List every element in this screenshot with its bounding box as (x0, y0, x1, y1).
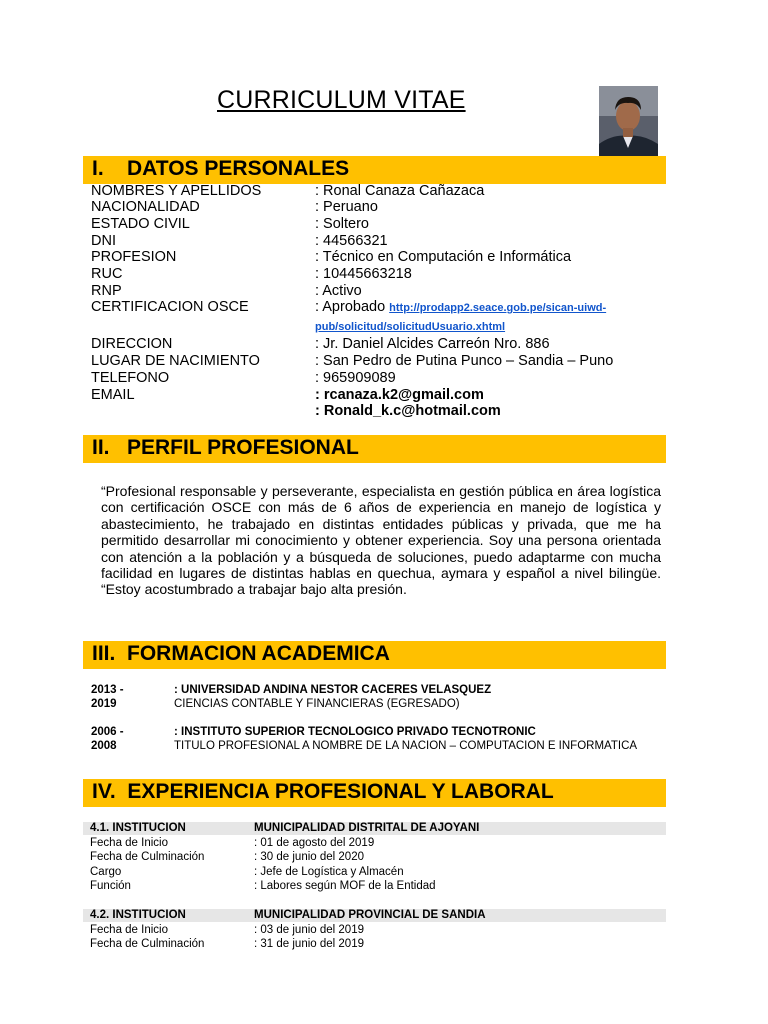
experience-label: Cargo (90, 865, 122, 878)
personal-label: RUC (91, 266, 123, 282)
osce-link[interactable]: pub/solicitud/solicitudUsuario.xhtml (315, 321, 506, 333)
education-detail: CIENCIAS CONTABLE Y FINANCIERAS (EGRESADO) (174, 698, 460, 710)
personal-value: : rcanaza.k2@gmail.com (315, 387, 484, 403)
experience-value: : 31 de junio del 2019 (254, 938, 364, 950)
experience-value: : 30 de junio del 2020 (254, 851, 364, 863)
personal-value: : Soltero (315, 216, 369, 232)
personal-label: TELEFONO (91, 370, 170, 386)
osce-link[interactable]: http://prodapp2.seace.gob.pe/sican-uiwd- (389, 302, 607, 314)
personal-label: PROFESION (91, 249, 177, 265)
personal-value: : Ronald_k.c@hotmail.com (315, 403, 501, 419)
experience-value: : Labores según MOF de la Entidad (254, 880, 436, 892)
education-years: 2006 - 2008 (91, 726, 124, 752)
section-header-formacion-academica: III. FORMACION ACADEMICA (83, 641, 666, 669)
personal-value: : Jr. Daniel Alcides Carreón Nro. 886 (315, 336, 550, 352)
personal-value: : 10445663218 (315, 266, 412, 282)
education-years: 2013 - 2019 (91, 684, 124, 710)
institution-name: MUNICIPALIDAD DISTRITAL DE AJOYANI (254, 822, 480, 834)
experience-value: : Jefe de Logística y Almacén (254, 865, 404, 878)
education-institution: : UNIVERSIDAD ANDINA NESTOR CACERES VELASQUEZ (174, 684, 492, 696)
profile-paragraph: “Profesional responsable y perseverante, especialista en gestión pública en área logística con certificación OSCE con más de 6 años de experiencia en manejo de logística y abastecimiento, he trabajado en distintas entidades públicas y privada, que me ha permitido desarrollar mi conocimiento y obtener experiencia. Soy una persona orientada con atención a la población y a búsqueda de soluciones, puedo adaptarme con mucha facilidad en lugares de distintas hablas en quechua, aymara y español a nivel bilingüe. “Estoy acostumbrado a trabajar bajo alta presión. (101, 483, 661, 598)
personal-label: EMAIL (91, 387, 135, 403)
personal-label: DIRECCION (91, 336, 173, 352)
page-title: CURRICULUM VITAE (217, 86, 466, 114)
institution-number: 4.1. INSTITUCION (90, 822, 186, 834)
section-header-perfil-profesional: II. PERFIL PROFESIONAL (83, 435, 666, 463)
experience-label: Fecha de Inicio (90, 836, 168, 849)
section-header-datos-personales: I. DATOS PERSONALES (83, 156, 666, 184)
experience-label: Fecha de Inicio (90, 923, 168, 936)
personal-label: LUGAR DE NACIMIENTO (91, 353, 260, 369)
osce-link-cont (315, 318, 505, 335)
section-header-experiencia: IV. EXPERIENCIA PROFESIONAL Y LABORAL (83, 779, 666, 807)
personal-value: : 965909089 (315, 370, 396, 386)
institution-number: 4.2. INSTITUCION (90, 909, 186, 921)
personal-label: RNP (91, 283, 122, 299)
personal-label: ESTADO CIVIL (91, 216, 190, 232)
experience-value: : 03 de junio del 2019 (254, 923, 364, 936)
experience-label: Fecha de Culminación (90, 851, 205, 863)
personal-label: NOMBRES Y APELLIDOS (91, 183, 262, 199)
personal-value: : San Pedro de Putina Punco – Sandia – Puno (315, 353, 614, 369)
personal-value: : Técnico en Computación e Informática (315, 249, 572, 265)
experience-value: : 01 de agosto del 2019 (254, 836, 375, 849)
experience-label: Función (90, 880, 131, 892)
personal-value: : Ronal Canaza Cañazaca (315, 183, 485, 199)
personal-value: : Aprobado http://prodapp2.seace.gob.pe/sican-uiwd- (315, 299, 607, 315)
experience-label: Fecha de Culminación (90, 938, 205, 950)
personal-label: CERTIFICACION OSCE (91, 299, 249, 315)
institution-name: MUNICIPALIDAD PROVINCIAL DE SANDIA (254, 909, 486, 921)
education-detail: TITULO PROFESIONAL A NOMBRE DE LA NACION – COMPUTACION E INFORMATICA (174, 740, 638, 752)
personal-value: : 44566321 (315, 233, 388, 249)
personal-label: DNI (91, 233, 116, 249)
personal-label: NACIONALIDAD (91, 199, 200, 215)
profile-photo (599, 86, 658, 158)
education-institution: : INSTITUTO SUPERIOR TECNOLOGICO PRIVADO TECNOTRONIC (174, 726, 536, 738)
personal-value: : Peruano (315, 199, 378, 215)
personal-value: : Activo (315, 283, 362, 299)
